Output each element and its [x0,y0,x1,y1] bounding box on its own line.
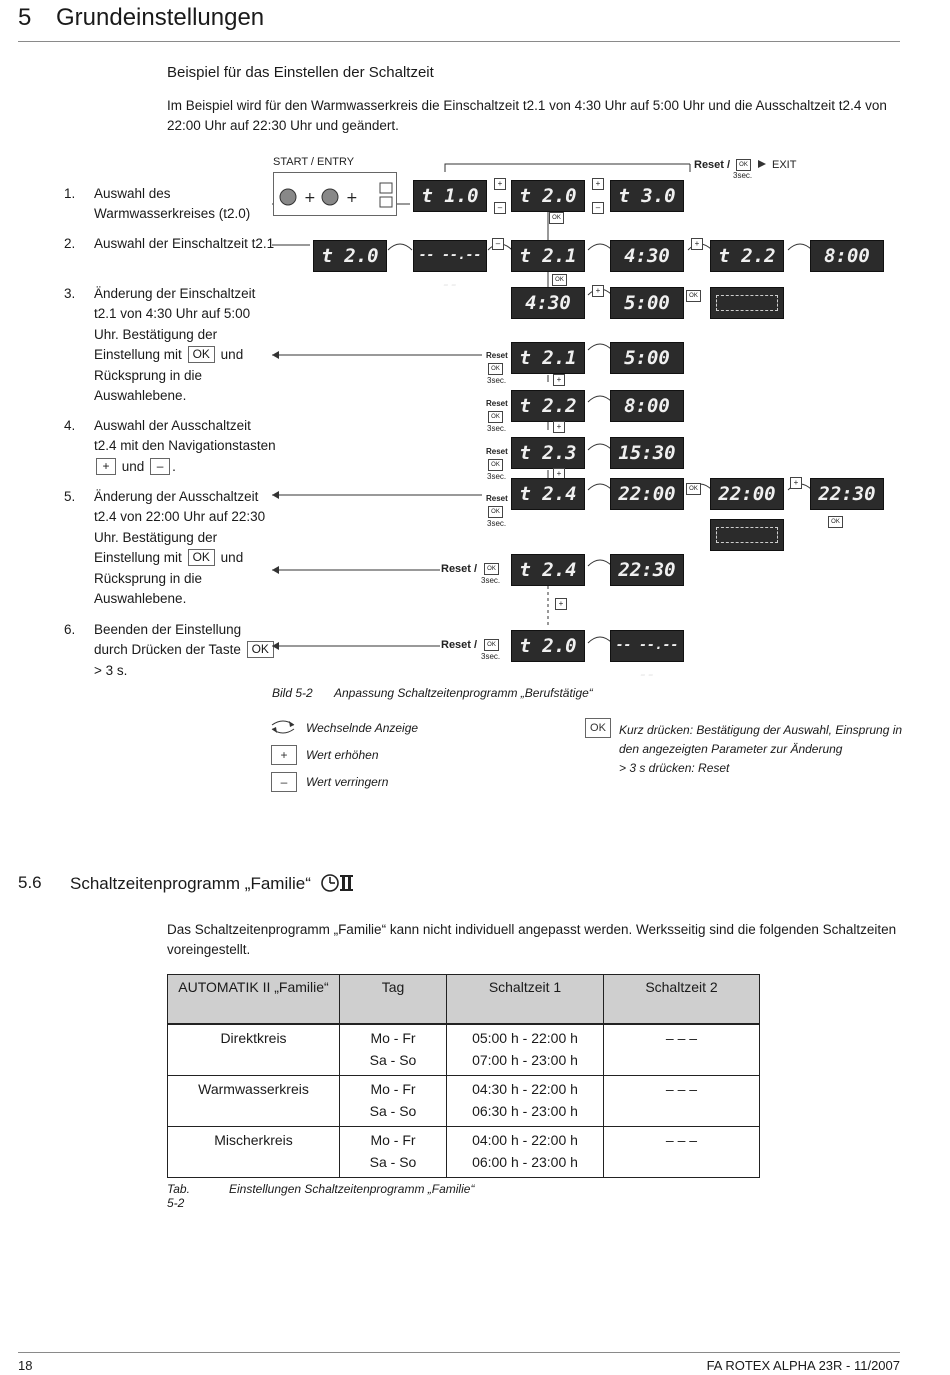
table-header: Schaltzeit 2 [604,975,760,1025]
svg-text:+: + [304,190,316,206]
ok-key-icon: OK [247,641,274,658]
page-number: 18 [18,1358,33,1373]
minus-icon: – [494,202,506,214]
reset-label: Reset [486,351,508,360]
lcd-display-blank [710,519,784,551]
lcd-display: t 3.0 [610,180,684,212]
legend [270,716,910,806]
seconds-label: 3sec. [487,424,507,433]
ok-key-icon: OK [488,459,503,471]
lcd-display: -- --.-- -- [610,630,684,662]
table-row: Mischerkreis Mo - Fr Sa - So 04:00 h - 22:00 h 06:00 h - 23:00 h – – – [168,1127,760,1178]
reset-label: Reset / [694,159,731,171]
lcd-display: -- --.-- -- [413,240,487,272]
reset-label: Reset [486,494,508,503]
section-paragraph: Das Schaltzeitenprogramm „Familie“ kann nicht individuell angepasst werden. Werksseitig sind die folgenden Schaltzeiten voreingestellt. [167,922,897,957]
plus-icon: + [494,178,506,190]
plus-icon: + [592,178,604,190]
minus-key-icon: – [150,458,170,475]
ok-key-icon: OK [188,549,215,566]
table-header: Tag [340,975,447,1025]
ok-key-icon: OK [828,516,843,528]
minus-icon: – [492,238,504,250]
reset-label: Reset [486,447,508,456]
lcd-display: t 2.4 [511,554,585,586]
ok-key-icon: OK [585,718,611,738]
lcd-display: t 2.1 [511,240,585,272]
plus-icon: + [555,598,567,610]
lcd-display: 4:30 [610,240,684,272]
lcd-display: t 1.0 [413,180,487,212]
lcd-display: t 2.1 [511,342,585,374]
lcd-display: 22:00 [710,478,784,510]
figure-text: Anpassung Schaltzeitenprogramm „Berufstätige“ [334,686,593,700]
ok-key-icon: OK [188,346,215,363]
seconds-label: 3sec. [481,652,501,661]
table-caption-label: Tab. 5-2 [167,1182,190,1210]
lcd-display: t 2.4 [511,478,585,510]
chapter-title: Grundeinstellungen [56,4,265,31]
lcd-display: 8:00 [810,240,884,272]
header-divider [18,41,900,42]
lcd-display: 22:30 [610,554,684,586]
ok-key-icon: OK [552,274,567,286]
seconds-label: 3sec. [487,376,507,385]
ok-key-icon: OK [549,212,564,224]
plus-icon: + [553,468,565,480]
lcd-display: 4:30 [511,287,585,319]
lcd-display: 15:30 [610,437,684,469]
seconds-label: 3sec. [487,519,507,528]
plus-icon: + [553,374,565,386]
lcd-display: 5:00 [610,287,684,319]
start-entry-box [273,172,397,216]
plus-key-icon: + [96,458,116,475]
ok-key-icon: OK [484,639,499,651]
document-reference: FA ROTEX ALPHA 23R - 11/2007 [706,1358,900,1373]
plus-icon: + [592,285,604,297]
lcd-display: t 2.3 [511,437,585,469]
table-caption-text: Einstellungen Schaltzeitenprogramm „Familie“ [229,1182,475,1196]
chapter-number: 5 [18,4,32,31]
ok-key-icon: OK [484,563,499,575]
ok-key-icon: OK [686,483,701,495]
table-row: Direktkreis Mo - Fr Sa - So 05:00 h - 22:00 h 07:00 h - 23:00 h – – – [168,1024,760,1076]
reset-label: Reset / [441,639,478,651]
ok-key-icon: OK [488,411,503,423]
lcd-display: t 2.2 [511,390,585,422]
plus-icon: + [691,238,703,250]
clock-program-icon [320,873,358,893]
figure-label: Bild 5-2 [272,686,313,700]
plus-icon: + [790,477,802,489]
example-heading: Beispiel für das Einstellen der Schaltzeit [167,64,434,81]
plus-key-icon: + [271,745,297,765]
ok-key-icon: OK [488,363,503,375]
table-header: AUTOMATIK II „Familie“ [168,975,340,1025]
table-header-row [168,975,760,1025]
legend-ok-text: Kurz drücken: Bestätigung der Auswahl, Einsprung in den angezeigten Parameter zur Änderung > 3 s drücken: Reset [619,723,903,775]
reset-label: Reset / [441,563,478,575]
svg-text:+: + [346,190,358,206]
lcd-display: t 2.2 [710,240,784,272]
footer-divider [18,1352,900,1353]
reset-label: Reset [486,399,508,408]
ok-key-icon: OK [488,506,503,518]
seconds-label: 3sec. [733,171,753,180]
start-label: START / ENTRY [273,156,355,168]
plus-icon: + [553,421,565,433]
schedule-table [167,974,760,1178]
section-title: Schaltzeitenprogramm „Familie“ [70,873,358,894]
ok-key-icon: OK [686,290,701,302]
legend-decrease: Wert verringern [306,775,389,789]
lcd-display: 8:00 [610,390,684,422]
diagram-connectors [270,150,930,680]
lcd-display-blank [710,287,784,319]
section-number: 5.6 [18,873,42,892]
lcd-display: 22:30 [810,478,884,510]
legend-increase: Wert erhöhen [306,748,379,762]
table-row: Warmwasserkreis Mo - Fr Sa - So 04:30 h - 22:00 h 06:30 h - 23:00 h – – – [168,1076,760,1127]
example-intro: Im Beispiel wird für den Warmwasserkreis die Einschaltzeit t2.1 von 4:30 Uhr auf 5:00 Uhr und die Ausschaltzeit t2.4 von 22:00 Uhr auf 22:30 Uhr und geändert. [167,98,887,133]
knob-icon [274,173,396,215]
alternating-arrows-icon [270,718,296,736]
lcd-display: 22:00 [610,478,684,510]
lcd-display: t 2.0 [313,240,387,272]
table-header: Schaltzeit 1 [447,975,604,1025]
seconds-label: 3sec. [487,472,507,481]
lcd-display: t 2.0 [511,630,585,662]
legend-alternating: Wechselnde Anzeige [306,721,419,735]
minus-key-icon: – [271,772,297,792]
ok-key-icon: OK [736,159,751,171]
lcd-display: t 2.0 [511,180,585,212]
display-flow-diagram [270,150,930,683]
minus-icon: – [592,202,604,214]
lcd-display: 5:00 [610,342,684,374]
exit-label: EXIT [772,159,797,171]
seconds-label: 3sec. [481,576,501,585]
